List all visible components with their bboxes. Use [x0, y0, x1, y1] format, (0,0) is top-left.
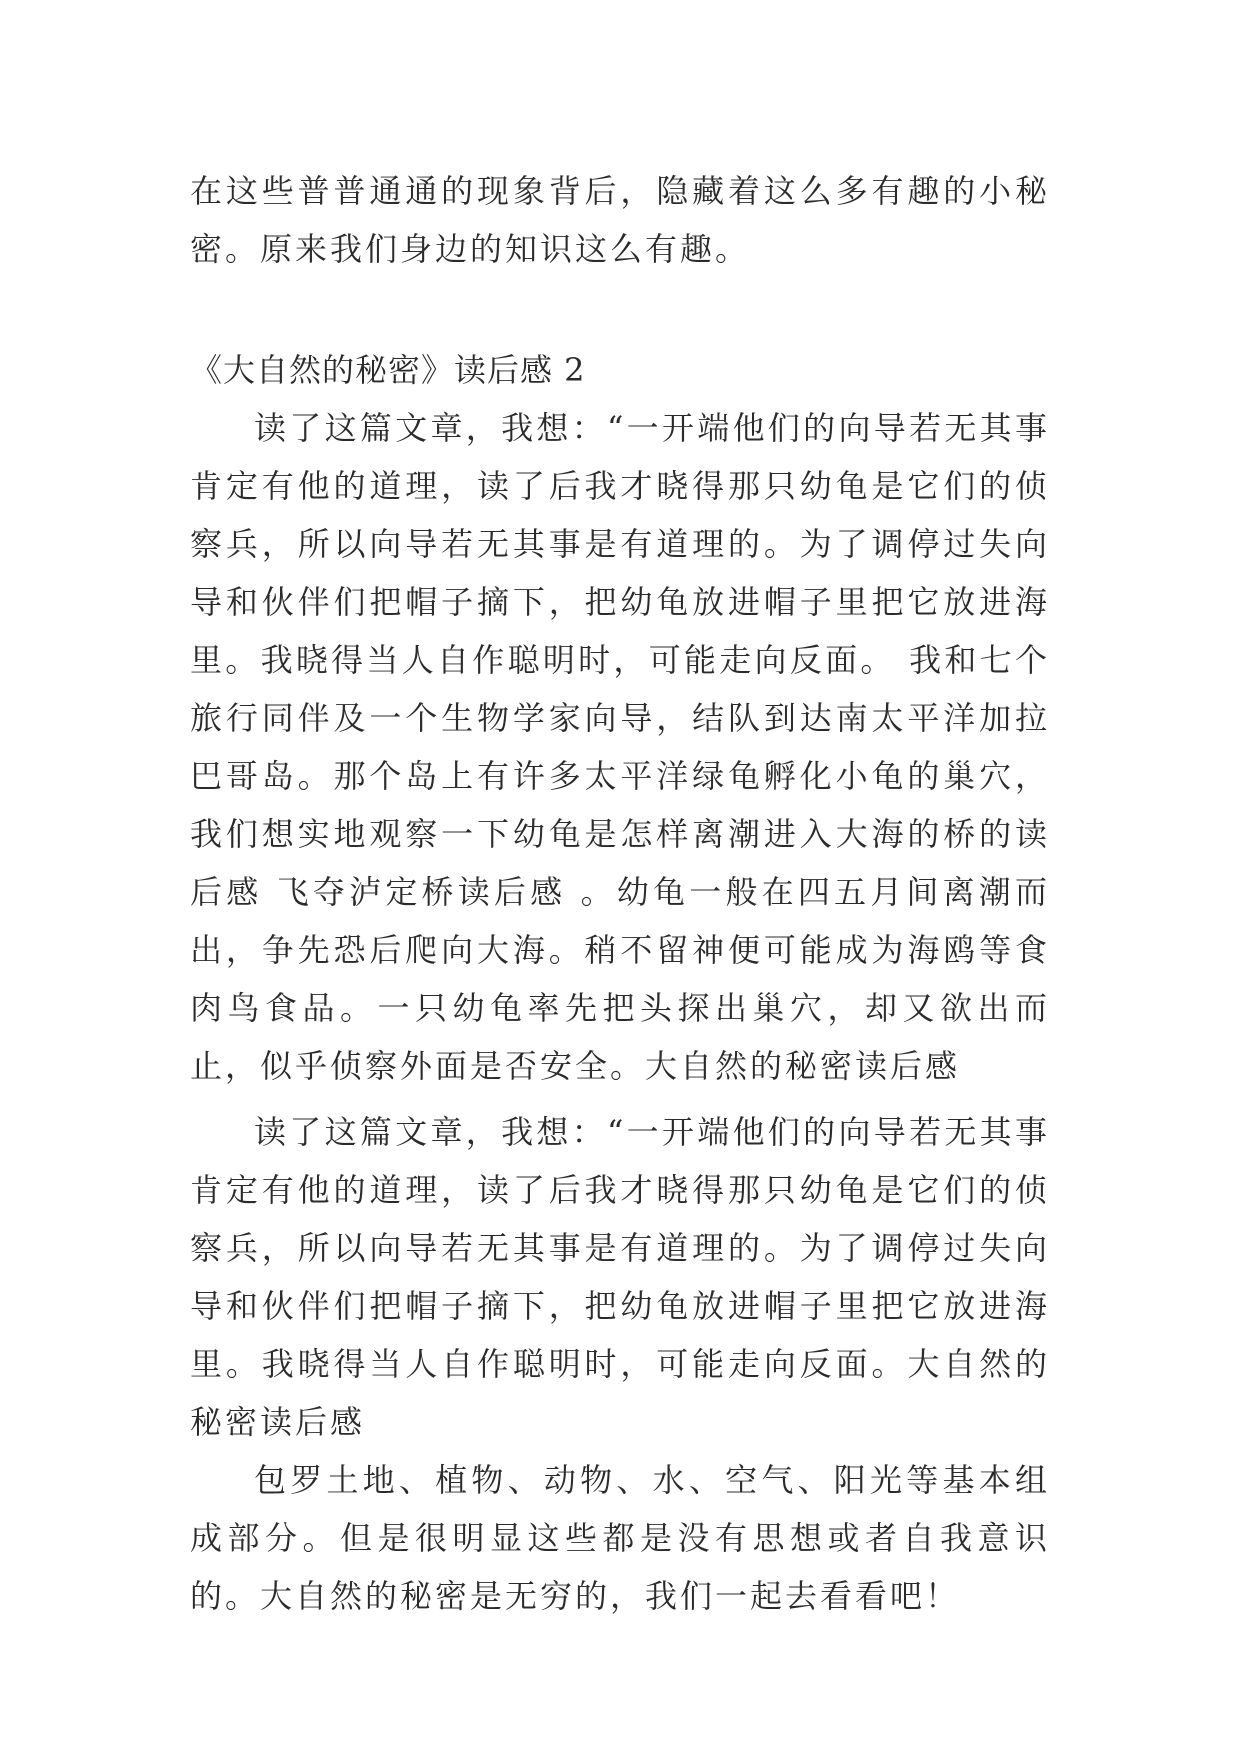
body-paragraph-1: 读了这篇文章，我想：“一开端他们的向导若无其事肯定有他的道理，读了后我才晓得那只幼龟是它们的侦察兵，所以向导若无其事是有道理的。为了调停过失向导和伙伴们把帽子摘下，把幼龟放进帽子里把它放进海里。我晓得当人自作聪明时，可能走向反面。 我和七个旅行同伴及一个生物学家向导，结队到达南太平洋加拉巴哥岛。那个岛上有许多太平洋绿龟孵化小龟的巢穴，我们想实地观察一下幼龟是怎样离潮进入大海的桥的读后感 飞夺泸定桥读后感 。幼龟一般在四五月间离潮而出，争先恐后爬向大海。稍不留神便可能成为海鸥等食肉鸟食品。一只幼龟率先把头探出巢穴，却又欲出而止，似乎侦察外面是否安全。大自然的秘密读后感 [190, 409, 1050, 1085]
continuation-paragraph: 在这些普普通通的现象背后，隐藏着这么多有趣的小秘密。原来我们身边的知识这么有趣。 [190, 172, 1050, 268]
document-body [190, 162, 1050, 1625]
body-paragraph-2: 读了这篇文章，我想：“一开端他们的向导若无其事肯定有他的道理，读了后我才晓得那只幼龟是它们的侦察兵，所以向导若无其事是有道理的。为了调停过失向导和伙伴们把帽子摘下，把幼龟放进帽子里把它放进海里。我晓得当人自作聪明时，可能走向反面。大自然的秘密读后感 [190, 1113, 1050, 1441]
section-heading: 《大自然的秘密》读后感 2 [190, 351, 586, 389]
body-paragraph-3: 包罗土地、植物、动物、水、空气、阳光等基本组成部分。但是很明显这些都是没有思想或者自我意识的。大自然的秘密是无穷的，我们一起去看看吧！ [190, 1461, 1050, 1615]
